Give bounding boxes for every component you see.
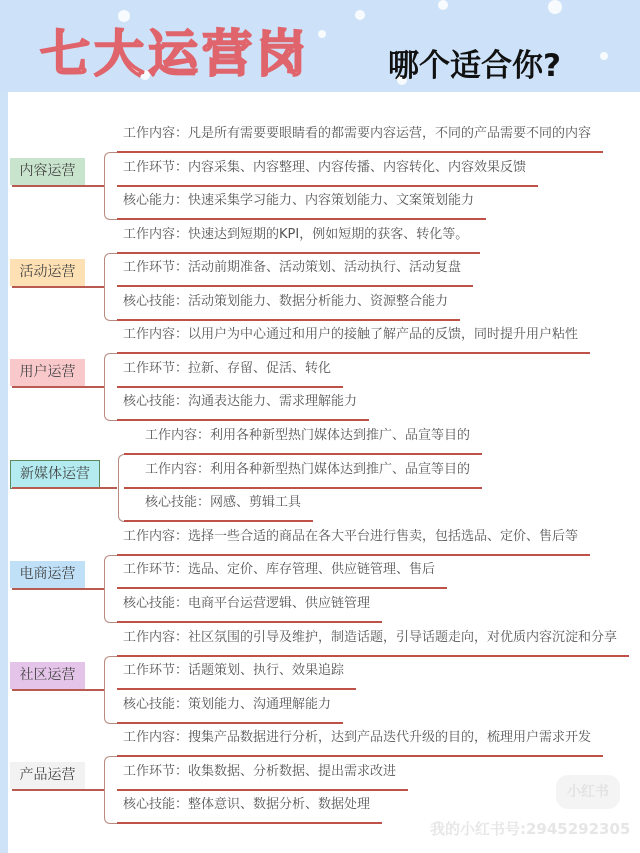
snow-dot <box>438 0 448 10</box>
branch-line <box>12 286 104 288</box>
snow-dot <box>318 30 326 38</box>
branch-line <box>12 386 104 388</box>
detail-row: 工作环节：收集数据、分析数据、提出需求改进 <box>117 758 408 791</box>
role-section <box>0 120 640 220</box>
role-label: 活动运营 <box>10 259 85 286</box>
detail-row: 工作环节：活动前期准备、活动策划、活动执行、活动复盘 <box>117 254 473 287</box>
role-section <box>0 422 640 522</box>
detail-row: 工作环节：内容采集、内容整理、内容传播、内容转化、内容效果反馈 <box>117 154 538 187</box>
role-section <box>0 321 640 421</box>
role-label: 新媒体运营 <box>10 460 100 489</box>
detail-row: 核心技能：策划能力、沟通理解能力 <box>117 691 343 724</box>
branch-line <box>12 487 117 489</box>
page-title: 七大运营岗 <box>40 25 310 83</box>
role-section <box>0 221 640 321</box>
detail-row: 工作内容：凡是所有需要要眼睛看的都需要内容运营，不同的产品需要不同的内容 <box>117 120 603 153</box>
detail-row: 核心能力：快速采集学习能力、内容策划能力、文案策划能力 <box>117 187 486 220</box>
header-banner <box>0 0 640 92</box>
detail-row: 工作内容：社区氛围的引导及维护，制造话题，引导话题走向，对优质内容沉淀和分享 <box>117 624 629 657</box>
branch-line <box>12 185 104 187</box>
xiaohongshu-logo: 小红书 <box>556 775 620 809</box>
detail-row: 工作内容：选择一些合适的商品在各大平台进行售卖，包括选品、定价、售后等 <box>117 523 590 556</box>
detail-row: 工作环节：拉新、存留、促活、转化 <box>117 355 343 388</box>
detail-row: 工作内容：搜集产品数据进行分析，达到产品迭代升级的目的，梳理用户需求开发 <box>117 724 603 757</box>
branch-line <box>12 789 104 791</box>
detail-row: 核心技能：电商平台运营逻辑、供应链管理 <box>117 590 382 623</box>
role-section <box>0 624 640 724</box>
role-section <box>0 523 640 623</box>
detail-row: 核心技能：网感、剪辑工具 <box>124 489 313 522</box>
role-label: 内容运营 <box>10 158 85 185</box>
detail-row: 工作环节：话题策划、执行、效果追踪 <box>117 657 356 690</box>
role-label: 电商运营 <box>10 561 85 588</box>
detail-row: 核心技能：沟通表达能力、需求理解能力 <box>117 388 369 421</box>
branch-line <box>12 588 104 590</box>
watermark-text: 我的小红书号:2945292305 <box>430 820 631 838</box>
detail-row: 工作内容：利用各种新型热门媒体达到推广、品宣等目的 <box>124 422 482 455</box>
snow-dot <box>355 10 365 20</box>
detail-row: 工作内容：利用各种新型热门媒体达到推广、品宣等目的 <box>124 456 482 489</box>
detail-row: 工作内容：快速达到短期的KPI，例如短期的获客、转化等。 <box>117 221 480 254</box>
detail-row: 核心技能：整体意识、数据分析、数据处理 <box>117 791 382 824</box>
snow-dot <box>600 52 608 60</box>
branch-line <box>12 689 104 691</box>
page-subtitle: 哪个适合你? <box>388 48 561 84</box>
role-label: 用户运营 <box>10 359 85 386</box>
detail-row: 工作环节：选品、定价、库存管理、供应链管理、售后 <box>117 556 447 589</box>
snow-dot <box>548 0 562 14</box>
role-label: 社区运营 <box>10 662 85 689</box>
role-section <box>0 724 640 824</box>
detail-row: 核心技能：活动策划能力、数据分析能力、资源整合能力 <box>117 288 460 321</box>
role-label: 产品运营 <box>10 762 85 789</box>
detail-row: 工作内容：以用户为中心通过和用户的接触了解产品的反馈，同时提升用户粘性 <box>117 321 590 354</box>
